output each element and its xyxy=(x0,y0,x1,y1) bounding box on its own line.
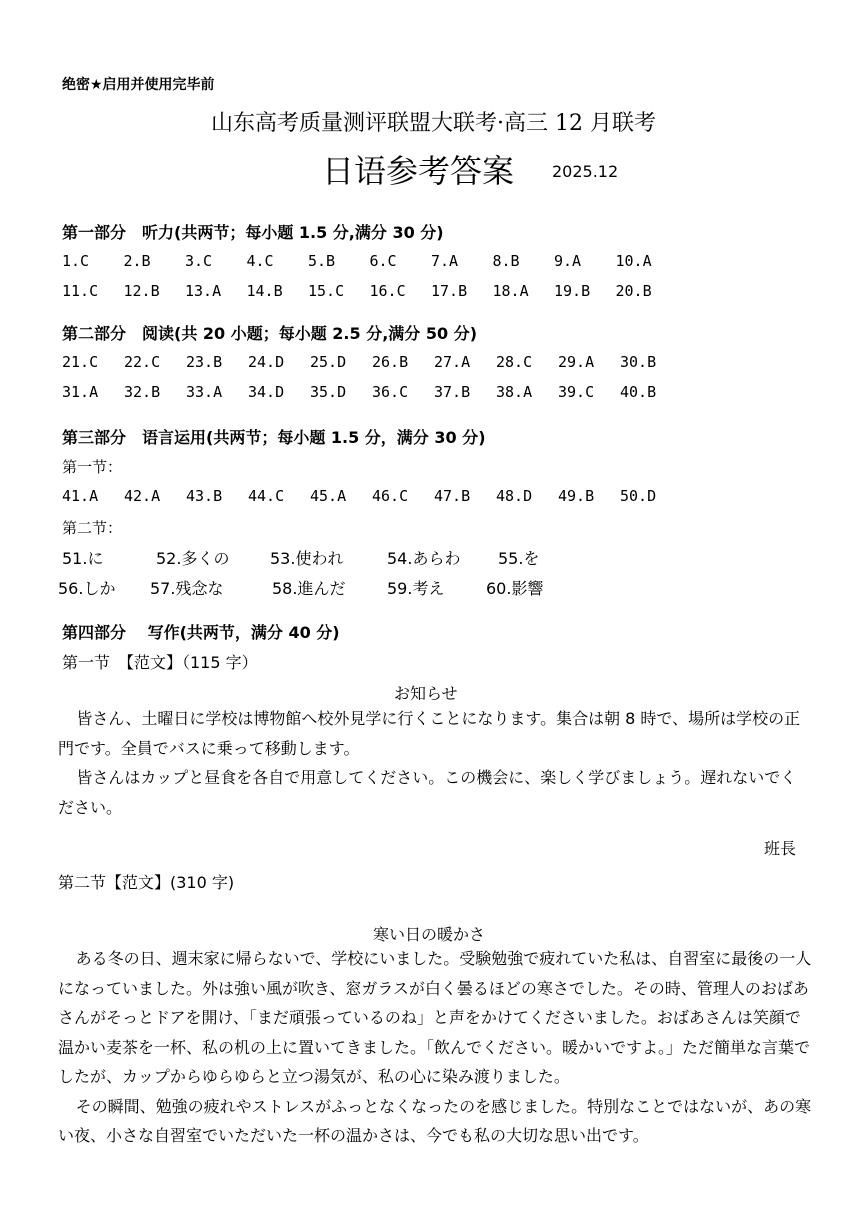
answer-item: 22.C xyxy=(124,353,161,371)
answer-item: 27.A xyxy=(434,353,471,371)
part3-answers-row1 xyxy=(62,487,682,505)
answer-item: 39.C xyxy=(558,383,595,401)
answer-item: 16.C xyxy=(369,282,406,300)
answer-item: 43.B xyxy=(186,487,223,505)
confidential-mark: 绝密★启用并使用完毕前 xyxy=(62,77,215,93)
answer-item: 30.B xyxy=(620,353,657,371)
answer-item: 34.D xyxy=(248,383,285,401)
fill-answer-56: 56.しか xyxy=(58,579,116,598)
fill-answer-54: 54.あらわ xyxy=(387,549,461,568)
answer-item: 19.B xyxy=(554,282,591,300)
answer-item: 20.B xyxy=(615,282,652,300)
fill-answer-51: 51.に xyxy=(62,549,104,568)
answer-item: 9.A xyxy=(554,252,582,270)
fill-answer-53: 53.使われ xyxy=(270,549,344,568)
answer-item: 36.C xyxy=(372,383,409,401)
fill-answer-57: 57.残念な xyxy=(150,579,224,598)
essay2-body xyxy=(58,944,813,1151)
answer-item: 10.A xyxy=(615,252,652,270)
answer-item: 35.D xyxy=(310,383,347,401)
answer-item: 49.B xyxy=(558,487,595,505)
answer-item: 17.B xyxy=(431,282,468,300)
answer-item: 12.B xyxy=(123,282,160,300)
essay1-body xyxy=(58,704,810,822)
answer-item: 38.A xyxy=(496,383,533,401)
essay2-paragraph: その瞬間、勉強の疲れやストレスがふっとなくなったのを感じました。特別なことではないが、あの寒い夜、小さな自習室でいただいた一杯の温かさは、今でも私の大切な思い出です。 xyxy=(58,1096,812,1145)
part3-section1-label: 第一节： xyxy=(62,458,123,476)
answer-item: 33.A xyxy=(186,383,223,401)
answer-item: 29.A xyxy=(558,353,595,371)
answer-item: 25.D xyxy=(310,353,347,371)
part2-answers-row1 xyxy=(62,353,682,371)
answer-item: 46.C xyxy=(372,487,409,505)
fill-answer-58: 58.進んだ xyxy=(272,579,346,598)
answer-item: 21.C xyxy=(62,353,99,371)
answer-item: 26.B xyxy=(372,353,409,371)
answer-item: 28.C xyxy=(496,353,533,371)
part4-section2-label: 第二节【范文】(310 字) xyxy=(58,873,235,892)
essay1-signature: 班長 xyxy=(764,839,797,858)
answer-item: 15.C xyxy=(308,282,345,300)
answer-item: 37.B xyxy=(434,383,471,401)
answer-item: 18.A xyxy=(492,282,529,300)
answer-item: 31.A xyxy=(62,383,99,401)
part4-heading: 第四部分 写作(共两节，满分 40 分) xyxy=(62,623,340,642)
answer-item: 14.B xyxy=(246,282,283,300)
answer-item: 24.D xyxy=(248,353,285,371)
answer-item: 4.C xyxy=(246,252,274,270)
fill-answer-60: 60.影響 xyxy=(486,579,544,598)
answer-item: 7.A xyxy=(431,252,459,270)
page-title: 日语参考答案 xyxy=(322,152,515,190)
answer-item: 3.C xyxy=(185,252,213,270)
answer-item: 5.B xyxy=(308,252,336,270)
answer-item: 32.B xyxy=(124,383,161,401)
part1-answers-row2 xyxy=(62,282,677,300)
part2-heading: 第二部分 阅读(共 20 小题；每小题 2.5 分,满分 50 分) xyxy=(62,324,478,343)
answer-item: 42.A xyxy=(124,487,161,505)
essay2-paragraph: ある冬の日、週末家に帰らないで、学校にいました。受験勉強で疲れていた私は、自習室に最後の一人になっていました。外は強い風が吹き、窓ガラスが白く曇るほどの寒さでした。その時、管理人のおばあさんがそっとドアを開け、「まだ頑張っているのね」と声をかけてくださいました。おばあさんは笑顔で温かい麦茶を一杯、私の机の上に置いてきました。「飲んでください。暖かいですよ。」ただ簡単な言葉でしたが、カップからゆらゆらと立つ湯気が、私の心に染み渡りました。 xyxy=(58,949,812,1086)
answer-item: 6.C xyxy=(369,252,397,270)
part2-answers-row2 xyxy=(62,383,682,401)
answer-item: 44.C xyxy=(248,487,285,505)
exam-title: 山东高考质量测评联盟大联考·高三 12 月联考 xyxy=(211,111,656,136)
answer-item: 8.B xyxy=(492,252,520,270)
answer-item: 50.D xyxy=(620,487,657,505)
answer-item: 13.A xyxy=(185,282,222,300)
part1-answers-row1 xyxy=(62,252,677,270)
part3-section2-label: 第二节： xyxy=(62,519,123,537)
essay2-title: 寒い日の暖かさ xyxy=(373,925,486,944)
answer-item: 45.A xyxy=(310,487,347,505)
essay1-title: お知らせ xyxy=(394,684,458,703)
fill-answer-55: 55.を xyxy=(498,549,540,568)
answer-item: 41.A xyxy=(62,487,99,505)
answer-item: 1.C xyxy=(62,252,90,270)
part3-heading: 第三部分 语言运用(共两节；每小题 1.5 分，满分 30 分) xyxy=(62,428,486,447)
answer-item: 47.B xyxy=(434,487,471,505)
answer-item: 40.B xyxy=(620,383,657,401)
essay1-paragraph: 皆さんはカップと昼食を各自で用意してください。この機会に、楽しく学びましょう。遅れないでください。 xyxy=(58,768,797,817)
part4-section1-label: 第一节 【范文】（115 字） xyxy=(62,653,258,672)
fill-answer-59: 59.考え xyxy=(387,579,445,598)
part1-heading: 第一部分 听力(共两节；每小题 1.5 分,满分 30 分) xyxy=(62,223,444,242)
answer-item: 11.C xyxy=(62,282,99,300)
answer-item: 2.B xyxy=(123,252,151,270)
answer-item: 23.B xyxy=(186,353,223,371)
answer-item: 48.D xyxy=(496,487,533,505)
document-date: 2025.12 xyxy=(552,162,619,181)
essay1-paragraph: 皆さん、土曜日に学校は博物館へ校外見学に行くことになります。集合は朝 8 時で、場所は学校の正門です。全員でバスに乗って移動します。 xyxy=(58,709,801,758)
fill-answer-52: 52.多くの xyxy=(156,549,230,568)
